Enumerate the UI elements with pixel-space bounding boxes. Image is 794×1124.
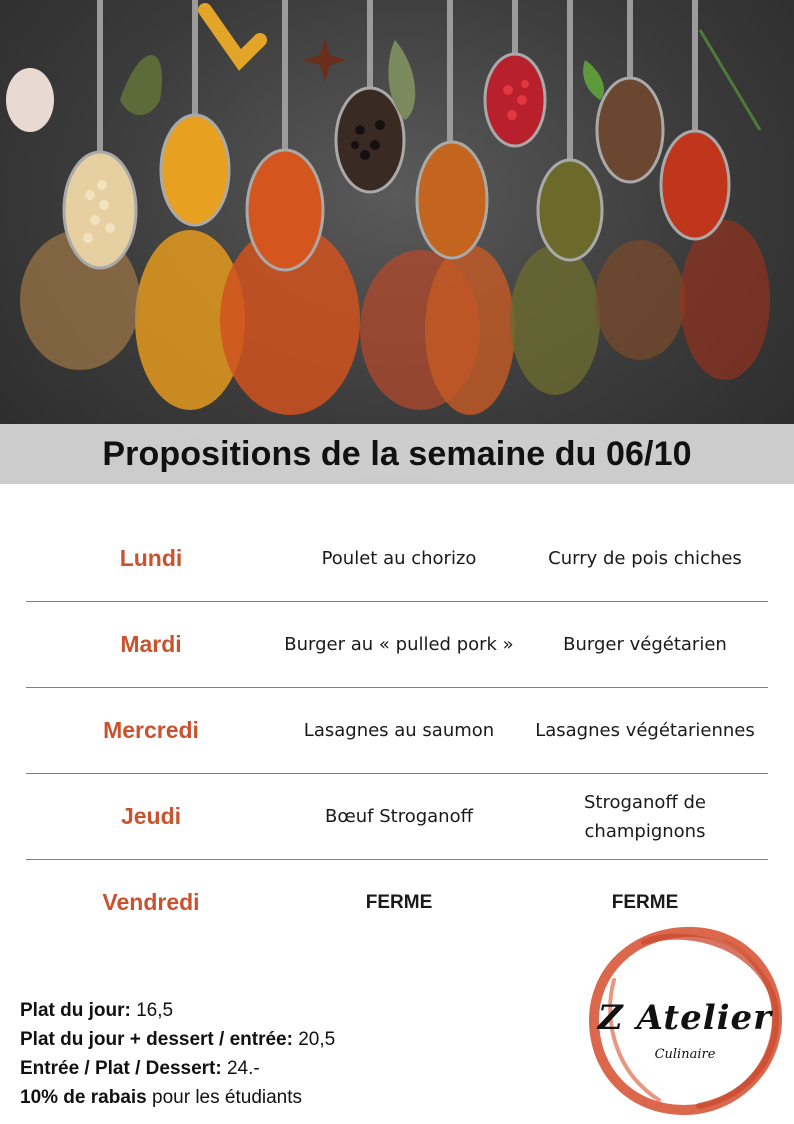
dish-vegetarian: Stroganoff de champignons xyxy=(583,791,706,842)
price-line xyxy=(20,1083,335,1112)
price-line xyxy=(20,996,335,1025)
day-label: Vendredi xyxy=(102,889,200,915)
dish-vegetarian: Burger végétarien xyxy=(563,634,727,655)
z-atelier-logo xyxy=(584,920,786,1120)
price-line xyxy=(20,1054,335,1083)
day-label: Mercredi xyxy=(103,717,199,743)
discount-label: 10% de rabais xyxy=(20,1087,147,1108)
dish-main: Lasagnes au saumon xyxy=(303,720,495,741)
day-label: Lundi xyxy=(119,545,183,571)
menu-row-mercredi xyxy=(26,688,768,774)
discount-text: pour les étudiants xyxy=(146,1087,303,1108)
dish-main: Poulet au chorizo xyxy=(321,548,477,569)
price-value: 16,5 xyxy=(130,1000,174,1021)
dish-main: Burger au « pulled pork » xyxy=(284,634,514,655)
price-value: 20,5 xyxy=(292,1029,336,1050)
menu-row-jeudi xyxy=(26,774,768,860)
dish-vegetarian: FERME xyxy=(611,892,679,913)
page-title: Propositions de la semaine du 06/10 xyxy=(102,434,692,473)
dish-vegetarian: Curry de pois chiches xyxy=(548,548,742,569)
dish-main: Bœuf Stroganoff xyxy=(324,806,473,827)
price-line xyxy=(20,1025,335,1054)
logo-tagline: Culinaire xyxy=(654,1047,716,1062)
menu-row-lundi xyxy=(26,516,768,602)
price-value: 24.- xyxy=(221,1058,260,1079)
menu-row-mardi xyxy=(26,602,768,688)
day-label: Jeudi xyxy=(120,803,182,829)
logo-name: Z Atelier xyxy=(597,998,773,1038)
price-list xyxy=(20,996,335,1112)
dish-main: FERME xyxy=(365,892,433,913)
price-label: Plat du jour + dessert / entrée: xyxy=(20,1029,293,1050)
price-label: Plat du jour: xyxy=(20,1000,131,1021)
price-label: Entrée / Plat / Dessert: xyxy=(20,1058,222,1079)
day-label: Mardi xyxy=(120,631,182,657)
spices-hero-image xyxy=(0,0,794,484)
title-band xyxy=(0,424,794,484)
weekly-menu-table xyxy=(26,516,768,945)
dish-vegetarian: Lasagnes végétariennes xyxy=(535,720,755,741)
